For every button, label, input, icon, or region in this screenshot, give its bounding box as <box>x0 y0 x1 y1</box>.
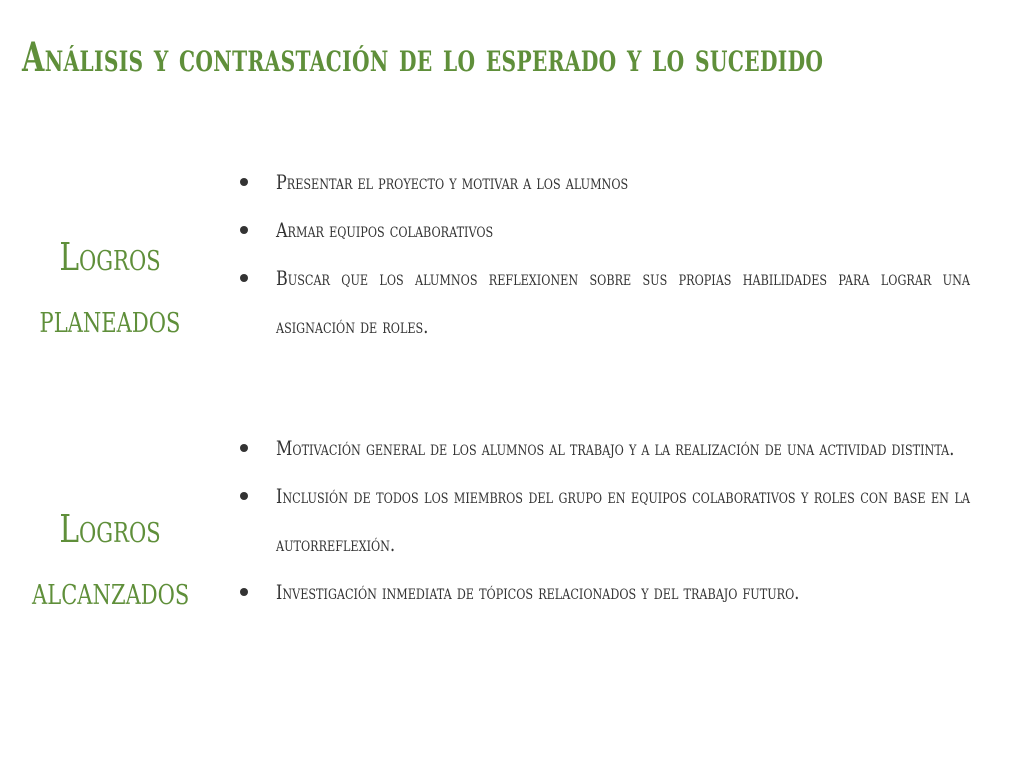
list-item <box>234 254 970 350</box>
bullet-icon <box>240 444 248 452</box>
list-item <box>234 424 970 472</box>
bullet-icon <box>240 178 248 186</box>
bullet-icon <box>240 588 248 596</box>
section-label-line: planeados <box>39 297 181 341</box>
section-label-line: Logros <box>59 235 161 279</box>
page-title: Análisis y contrastación de lo esperado y lo sucedido <box>22 34 824 81</box>
achieved-achievements-list <box>234 424 970 616</box>
planned-achievements-list <box>234 158 970 350</box>
bullet-icon <box>240 274 248 282</box>
section-label-planned <box>32 226 188 350</box>
list-item-text: Investigación inmediata de tópicos relacionados y del trabajo futuro. <box>276 580 800 604</box>
section-label-line: alcanzados <box>32 569 190 613</box>
section-label-line: Logros <box>59 507 161 551</box>
list-item <box>234 206 970 254</box>
list-item <box>234 472 970 568</box>
section-label-achieved <box>32 498 188 622</box>
list-item <box>234 568 970 616</box>
list-item-text: Buscar que los alumnos reflexionen sobre sus propias habilidades para lograr una asignación de roles. <box>276 266 970 338</box>
bullet-icon <box>240 226 248 234</box>
list-item-text: Presentar el proyecto y motivar a los alumnos <box>276 170 629 194</box>
list-item-text: Motivación general de los alumnos al trabajo y a la realización de una actividad distinta. <box>276 436 955 460</box>
bullet-icon <box>240 492 248 500</box>
list-item-text: Inclusión de todos los miembros del grupo en equipos colaborativos y roles con base en la autorreflexión. <box>276 484 970 556</box>
list-item <box>234 158 970 206</box>
list-item-text: Armar equipos colaborativos <box>276 218 494 242</box>
